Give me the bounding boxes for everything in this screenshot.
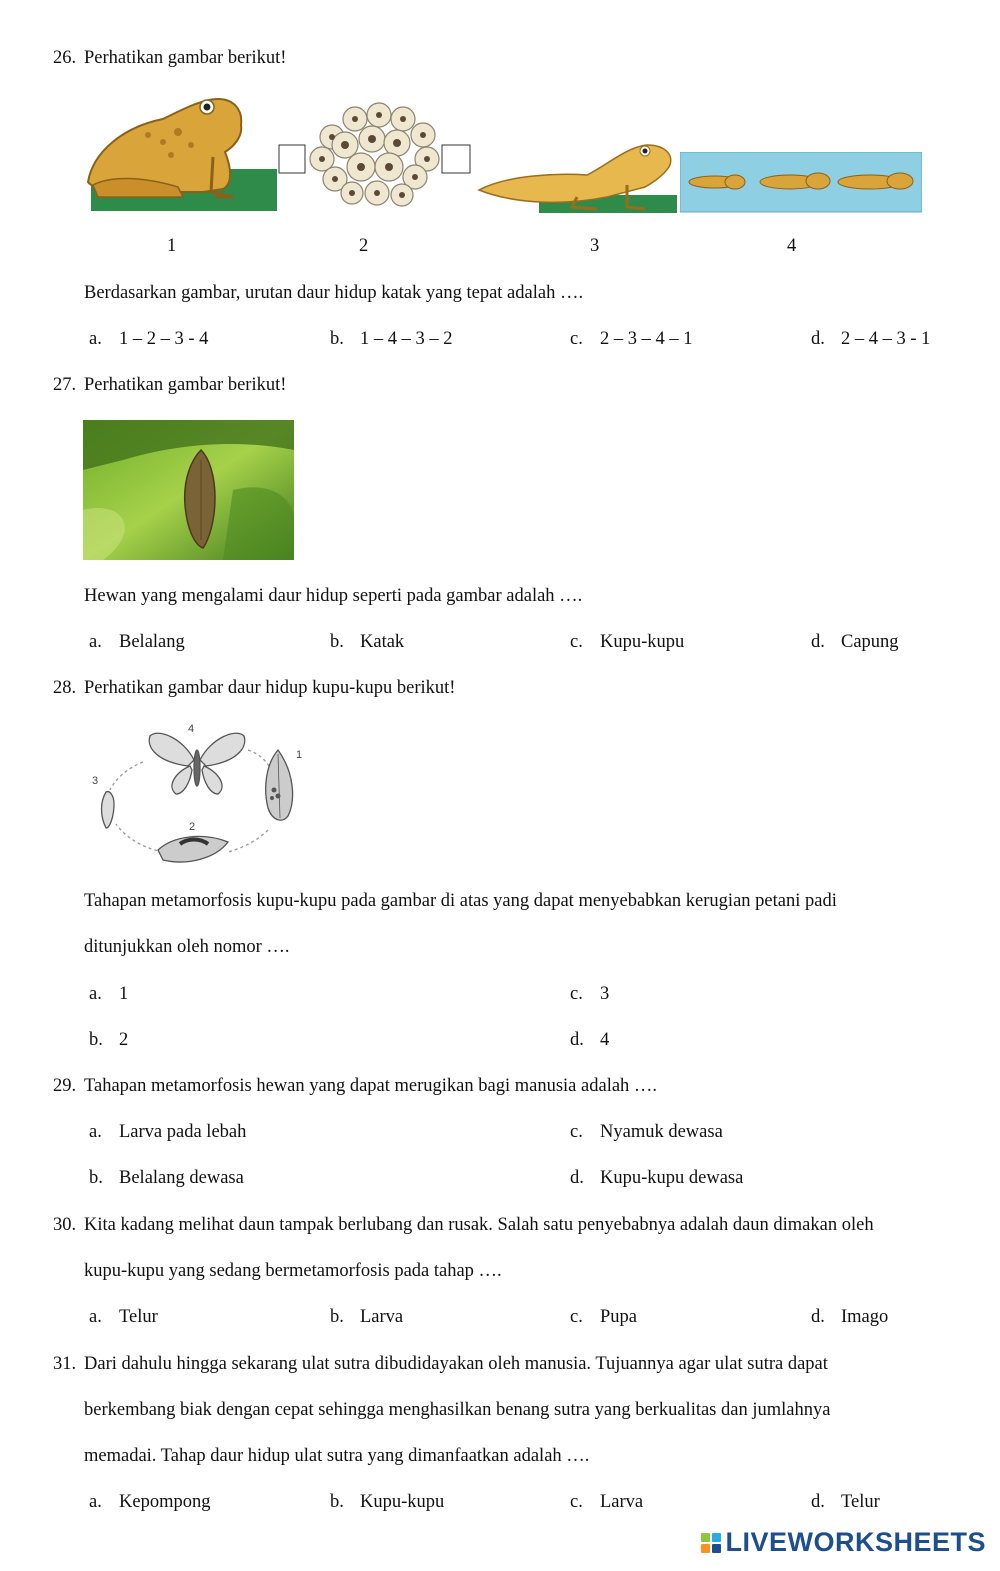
- frog-eggs-image: [277, 97, 472, 213]
- q28-option-d[interactable]: d. 4: [570, 1030, 610, 1050]
- q30-option-b[interactable]: b. Larva: [330, 1307, 404, 1327]
- q29-option-c[interactable]: c. Nyamuk dewasa: [570, 1122, 723, 1142]
- q28-diagram-label-2: 2: [189, 821, 196, 833]
- q30-number: 30.: [53, 1215, 77, 1235]
- q27-option-a[interactable]: a. Belalang: [89, 632, 185, 652]
- q29-number: 29.: [53, 1076, 77, 1096]
- q26-option-a[interactable]: a. 1 – 2 – 3 - 4: [89, 329, 209, 349]
- q31-question-line3: memadai. Tahap daur hidup ulat sutra yang dimanfaatkan adalah ….: [84, 1446, 590, 1466]
- q31-option-a[interactable]: a. Kepompong: [89, 1492, 211, 1512]
- q26-image-label-3: 3: [590, 236, 600, 256]
- q28-option-c[interactable]: c. 3: [570, 984, 610, 1004]
- q29-option-b[interactable]: b. Belalang dewasa: [89, 1168, 244, 1188]
- q31-option-b[interactable]: b. Kupu-kupu: [330, 1492, 445, 1512]
- q30-question-line2: kupu-kupu yang sedang bermetamorfosis pada tahap ….: [84, 1261, 502, 1281]
- q28-option-a[interactable]: a. 1: [89, 984, 129, 1004]
- q26-image-label-4: 4: [787, 236, 797, 256]
- q30-option-c[interactable]: c. Pupa: [570, 1307, 637, 1327]
- q30-option-a[interactable]: a. Telur: [89, 1307, 158, 1327]
- q29-option-a[interactable]: a. Larva pada lebah: [89, 1122, 247, 1142]
- q31-number: 31.: [53, 1354, 77, 1374]
- q28-prompt: Perhatikan gambar daur hidup kupu-kupu berikut!: [84, 678, 456, 698]
- q26-number: 26.: [53, 48, 77, 68]
- q27-option-b[interactable]: b. Katak: [330, 632, 405, 652]
- q28-question-line2: ditunjukkan oleh nomor ….: [84, 937, 290, 957]
- q27-prompt: Perhatikan gambar berikut!: [84, 375, 287, 395]
- q30-question-line1: Kita kadang melihat daun tampak berlubang dan rusak. Salah satu penyebabnya adalah daun dimakan oleh: [84, 1215, 874, 1235]
- chrysalis-photo: [83, 420, 294, 560]
- q26-prompt: Perhatikan gambar berikut!: [84, 48, 287, 68]
- q28-diagram-label-3: 3: [92, 775, 99, 787]
- q26-option-d[interactable]: d. 2 – 4 – 3 - 1: [811, 329, 931, 349]
- froglet-image: [477, 135, 679, 215]
- q27-number: 27.: [53, 375, 77, 395]
- q28-question-line1: Tahapan metamorfosis kupu-kupu pada gambar di atas yang dapat menyebabkan kerugian petani padi: [84, 891, 837, 911]
- q28-diagram-label-1: 1: [296, 749, 303, 761]
- q26-question: Berdasarkan gambar, urutan daur hidup katak yang tepat adalah ….: [84, 283, 584, 303]
- brand-name: LIVEWORKSHEETS: [725, 1527, 986, 1557]
- q26-image-label-2: 2: [359, 236, 369, 256]
- q28-diagram-label-4: 4: [188, 723, 195, 735]
- tadpoles-image: [680, 152, 922, 214]
- q26-option-c[interactable]: c. 2 – 3 – 4 – 1: [570, 329, 693, 349]
- q26-image-label-1: 1: [167, 236, 177, 256]
- q27-option-c[interactable]: c. Kupu-kupu: [570, 632, 685, 652]
- butterfly-life-cycle-diagram: [88, 720, 313, 868]
- q29-option-d[interactable]: d. Kupu-kupu dewasa: [570, 1168, 744, 1188]
- q28-option-b[interactable]: b. 2: [89, 1030, 129, 1050]
- q27-option-d[interactable]: d. Capung: [811, 632, 899, 652]
- q29-question: Tahapan metamorfosis hewan yang dapat merugikan bagi manusia adalah ….: [84, 1076, 658, 1096]
- q31-option-d[interactable]: d. Telur: [811, 1492, 880, 1512]
- liveworksheets-logo-icon: [701, 1533, 721, 1553]
- liveworksheets-brand[interactable]: [701, 1527, 986, 1558]
- q31-question-line1: Dari dahulu hingga sekarang ulat sutra dibudidayakan oleh manusia. Tujuannya agar ulat sutra dapat: [84, 1354, 828, 1374]
- q26-option-b[interactable]: b. 1 – 4 – 3 – 2: [330, 329, 453, 349]
- q27-question: Hewan yang mengalami daur hidup seperti pada gambar adalah ….: [84, 586, 583, 606]
- q31-option-c[interactable]: c. Larva: [570, 1492, 644, 1512]
- q28-number: 28.: [53, 678, 77, 698]
- q30-option-d[interactable]: d. Imago: [811, 1307, 889, 1327]
- frog-adult-image: [83, 97, 278, 215]
- q31-question-line2: berkembang biak dengan cepat sehingga menghasilkan benang sutra yang berkualitas dan jumlahnya: [84, 1400, 831, 1420]
